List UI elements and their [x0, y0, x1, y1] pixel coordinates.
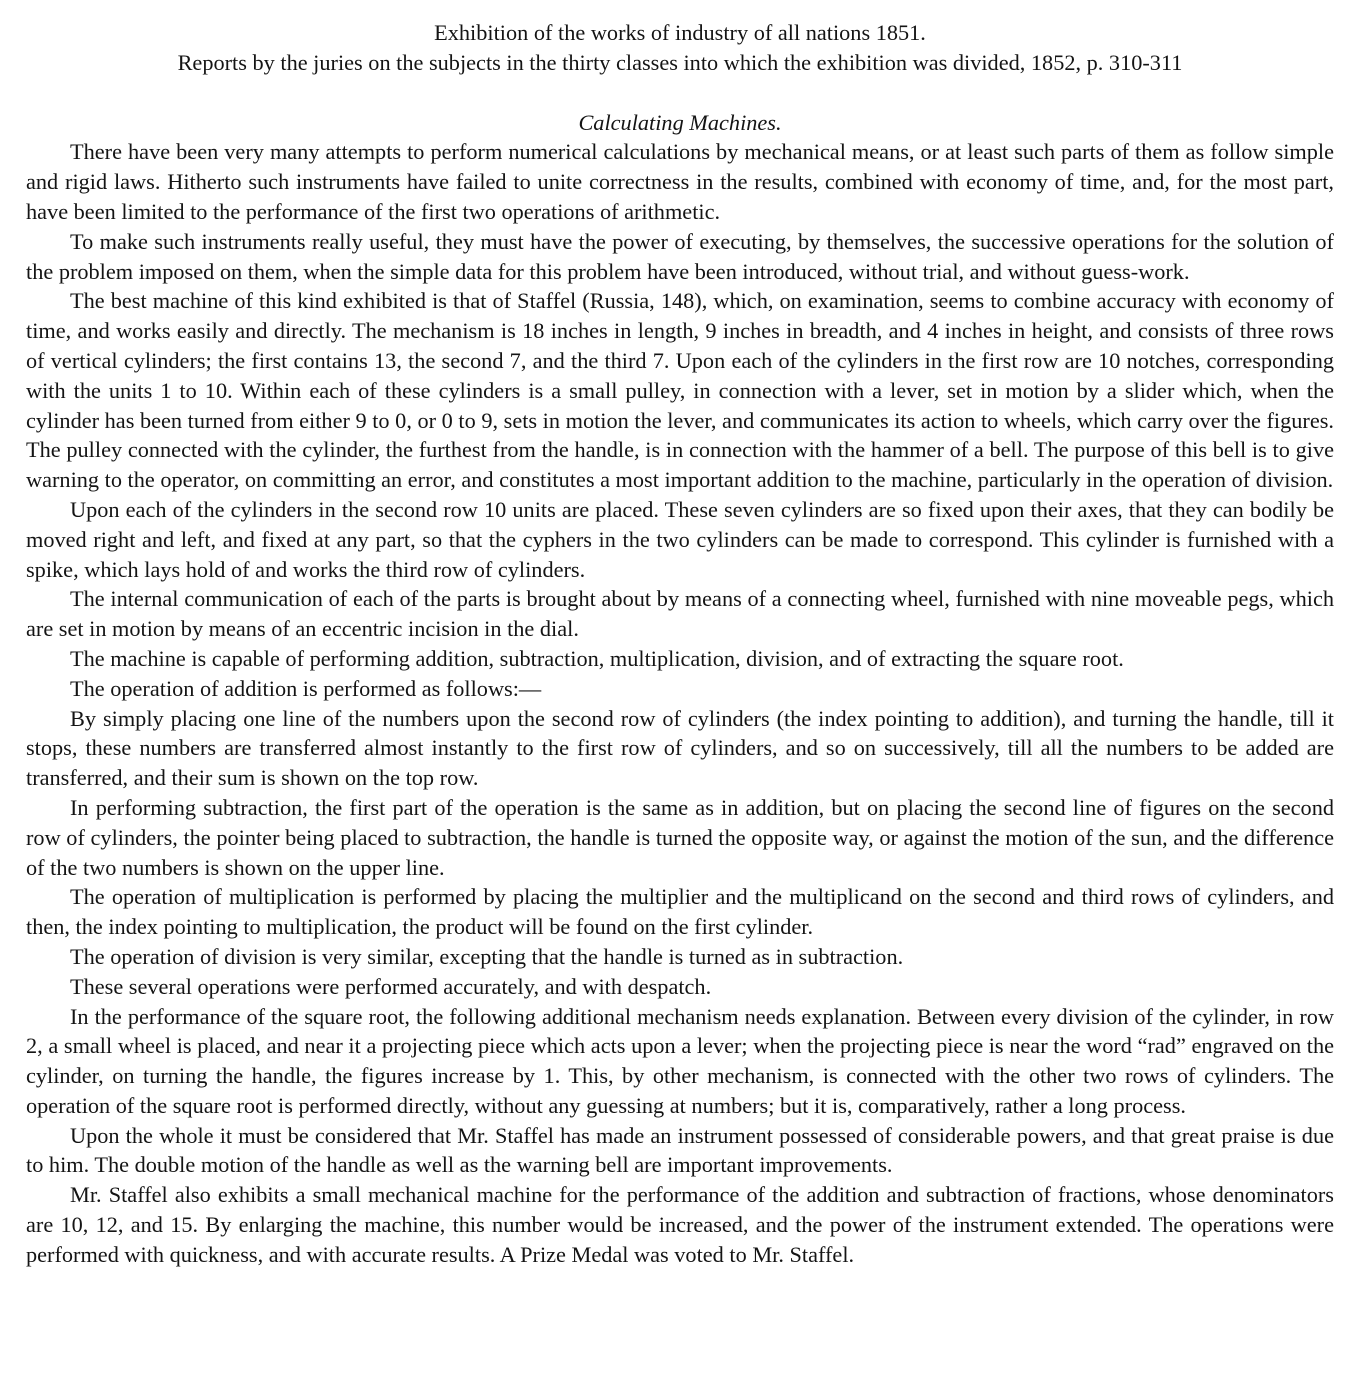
document-page	[26, 18, 1334, 1270]
paragraph: The operation of addition is performed as follows:—	[70, 675, 542, 701]
section-title: Calculating Machines.	[578, 109, 782, 135]
paragraph: Mr. Staffel also exhibits a small mechanical machine for the performance of the addition and subtraction of fractions, whose denominators are 10, 12, and 15. By enlarging the machine, this number would be increased, and the power of the instrument extended. The operations were performed with quickness, and with accurate results. A Prize Medal was voted to Mr. Staffel.	[26, 1182, 1334, 1267]
body-text	[26, 137, 1334, 1269]
paragraph: These several operations were performed accurately, and with despatch.	[70, 973, 712, 999]
paragraph: The machine is capable of performing addition, subtraction, multiplication, division, and of extracting the square root.	[70, 645, 1124, 671]
paragraph: The operation of division is very similar, excepting that the handle is turned as in subtraction.	[70, 943, 904, 969]
paragraph: The internal communication of each of the parts is brought about by means of a connecting wheel, furnished with nine moveable pegs, which are set in motion by means of an eccentric incision in the dial.	[26, 586, 1334, 642]
paragraph: Upon the whole it must be considered that Mr. Staffel has made an instrument possessed of considerable powers, and that great praise is due to him. The double motion of the handle as well as the warning bell are important improvements.	[26, 1122, 1334, 1178]
paragraph: There have been very many attempts to perform numerical calculations by mechanical means, or at least such parts of them as follow simple and rigid laws. Hitherto such instruments have failed to unite correctness in the results, combined with economy of time, and, for the most part, have been limited to the performance of the first two operations of arithmetic.	[26, 139, 1334, 224]
paragraph: The best machine of this kind exhibited is that of Staffel (Russia, 148), which, on examination, seems to combine accuracy with economy of time, and works easily and directly. The mechanism is 18 inches in length, 9 inches in breadth, and 4 inches in height, and consists of three rows of vertical cylinders; the first contains 13, the second 7, and the third 7. Upon each of the cylinders in the first row are 10 notches, corresponding with the units 1 to 10. Within each of these cylinders is a small pulley, in connection with a lever, set in motion by a slider which, when the cylinder has been turned from either 9 to 0, or 0 to 9, sets in motion the lever, and communicates its action to wheels, which carry over the figures. The pulley connected with the cylinder, the furthest from the handle, is in connection with the hammer of a bell. The purpose of this bell is to give warning to the operator, on committing an error, and constitutes a most important addition to the machine, particularly in the operation of division.	[26, 288, 1334, 493]
paragraph: The operation of multiplication is performed by placing the multiplier and the multiplicand on the second and third rows of cylinders, and then, the index pointing to multiplication, the product will be found on the first cylinder.	[26, 884, 1334, 940]
header-source: Reports by the juries on the subjects in the thirty classes into which the exhibition was divided, 1852, p. 310-311	[177, 49, 1183, 75]
paragraph: To make such instruments really useful, they must have the power of executing, by themselves, the successive operations for the solution of the problem imposed on them, when the simple data for this problem have been introduced, without trial, and without guess-work.	[26, 228, 1334, 284]
paragraph: By simply placing one line of the numbers upon the second row of cylinders (the index pointing to addition), and turning the handle, till it stops, these numbers are transferred almost instantly to the first row of cylinders, and so on successively, till all the numbers to be added are transferred, and their sum is shown on the top row.	[26, 705, 1334, 791]
header-title: Exhibition of the works of industry of all nations 1851.	[434, 20, 926, 45]
paragraph: In the performance of the square root, the following additional mechanism needs explanation. Between every division of the cylinder, in row 2, a small wheel is placed, and near it a projecting piece which acts upon a lever; when the projecting piece is near the word “rad” engraved on the cylinder, on turning the handle, the figures increase by 1. This, by other mechanism, is connected with the other two rows of cylinders. The operation of the square root is performed directly, without any guessing at numbers; but it is, comparatively, rather a long process.	[26, 1003, 1334, 1118]
paragraph: In performing subtraction, the first part of the operation is the same as in addition, but on placing the second line of figures on the second row of cylinders, the pointer being placed to subtraction, the handle is turned the opposite way, or against the motion of the sun, and the difference of the two numbers is shown on the upper line.	[26, 794, 1334, 880]
paragraph: Upon each of the cylinders in the second row 10 units are placed. These seven cylinders are so fixed upon their axes, that they can bodily be moved right and left, and fixed at any part, so that the cyphers in the two cylinders can be made to correspond. This cylinder is furnished with a spike, which lays hold of and works the third row of cylinders.	[26, 496, 1334, 582]
